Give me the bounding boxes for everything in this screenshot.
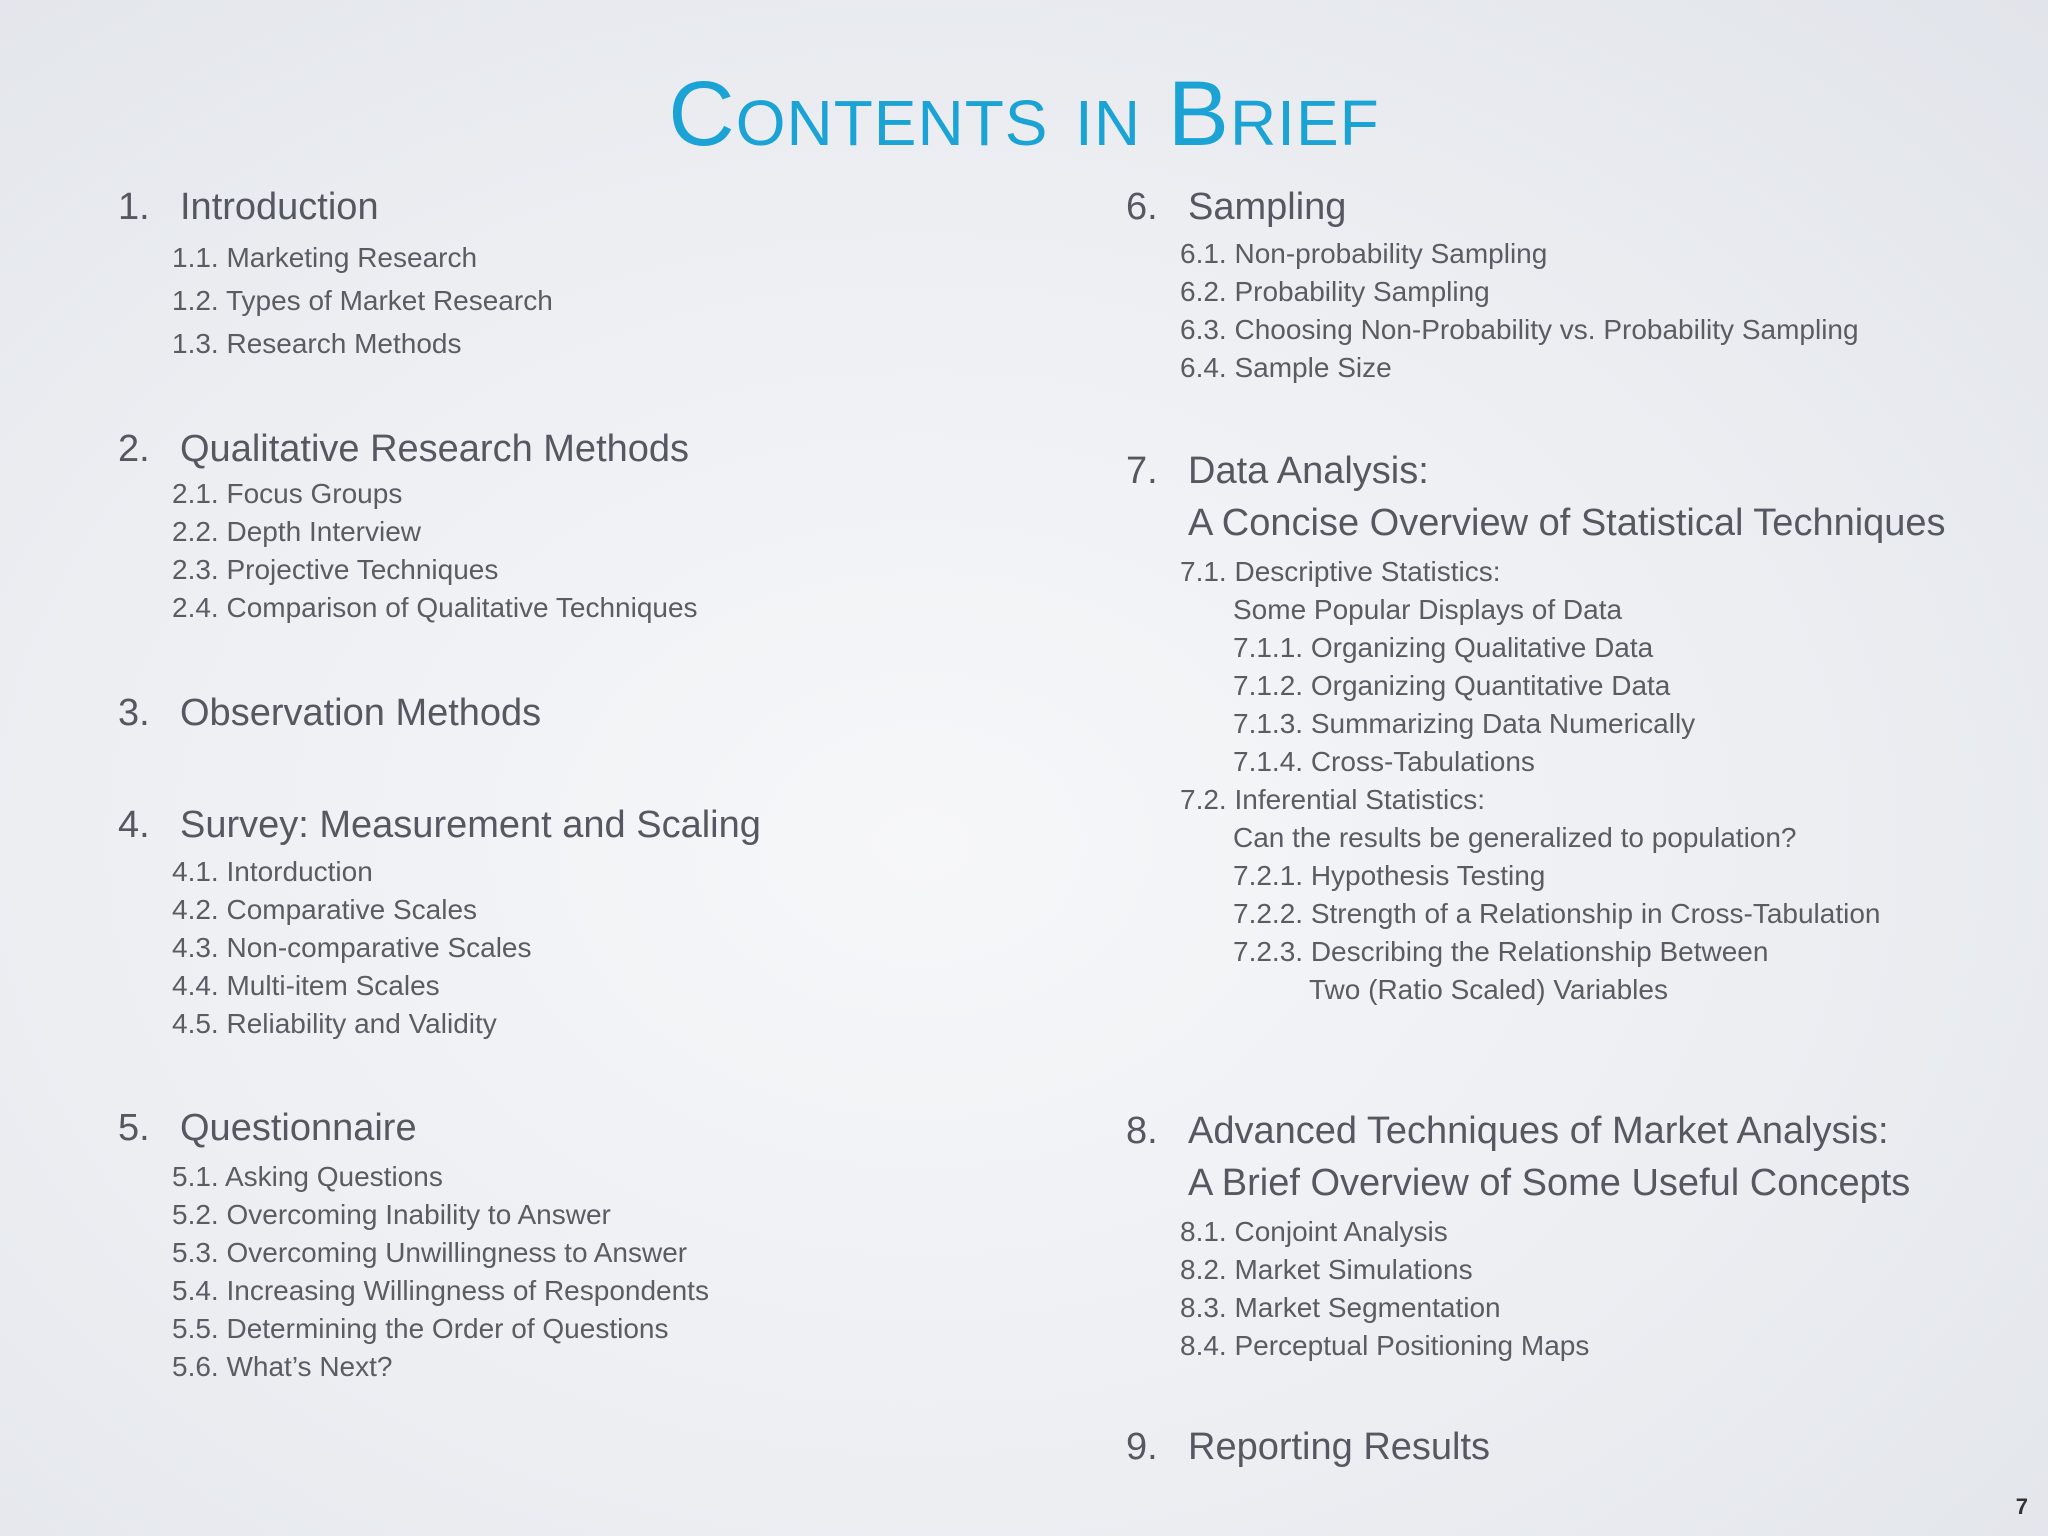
- toc-item: 7.1.2. Organizing Quantitative Data: [1233, 670, 1671, 701]
- toc-item: 8.2. Market Simulations: [1180, 1254, 1473, 1285]
- toc-item: 4.5. Reliability and Validity: [172, 1008, 497, 1039]
- section-title: Survey: Measurement and Scaling: [180, 804, 761, 846]
- toc-item: Some Popular Displays of Data: [1233, 594, 1623, 625]
- toc-item: 2.4. Comparison of Qualitative Techniques: [172, 592, 698, 623]
- section-number: 8.: [1126, 1110, 1158, 1152]
- toc-item: 8.4. Perceptual Positioning Maps: [1180, 1330, 1590, 1361]
- toc-item: 7.1.3. Summarizing Data Numerically: [1233, 708, 1696, 739]
- section-title: Sampling: [1188, 186, 1347, 228]
- left-column: [118, 0, 1018, 1536]
- toc-item: 4.2. Comparative Scales: [172, 894, 478, 925]
- toc-item: 7.1.1. Organizing Qualitative Data: [1233, 632, 1654, 663]
- toc-item: 8.1. Conjoint Analysis: [1180, 1216, 1448, 1247]
- section-number: 3.: [118, 692, 150, 734]
- title-text: Contents in Brief: [668, 63, 1380, 165]
- section-number: 9.: [1126, 1426, 1158, 1468]
- right-column: [1126, 0, 2026, 1536]
- toc-item: 4.1. Intorduction: [172, 856, 373, 887]
- toc-item: 7.2.1. Hypothesis Testing: [1233, 860, 1546, 891]
- toc-item: 7.2.2. Strength of a Relationship in Cross-Tabulation: [1233, 898, 1881, 929]
- toc-item: 5.2. Overcoming Inability to Answer: [172, 1199, 611, 1230]
- toc-item: 7.1. Descriptive Statistics:: [1180, 556, 1501, 587]
- section-number: 4.: [118, 804, 150, 846]
- section-number: 6.: [1126, 186, 1158, 228]
- section-subtitle: A Concise Overview of Statistical Techniques: [1188, 502, 1946, 544]
- toc-item: 4.4. Multi-item Scales: [172, 970, 440, 1001]
- toc-item: 4.3. Non-comparative Scales: [172, 932, 532, 963]
- toc-item: 5.3. Overcoming Unwillingness to Answer: [172, 1237, 688, 1268]
- toc-item: 2.2. Depth Interview: [172, 516, 422, 547]
- section-title: Introduction: [180, 186, 379, 228]
- section-number: 7.: [1126, 450, 1158, 492]
- section-title: Data Analysis:: [1188, 450, 1429, 492]
- toc-item: 5.1. Asking Questions: [172, 1161, 443, 1192]
- toc-item: 5.6. What’s Next?: [172, 1351, 393, 1382]
- toc-item: 6.2. Probability Sampling: [1180, 276, 1490, 307]
- toc-item: 6.3. Choosing Non-Probability vs. Probability Sampling: [1180, 314, 1859, 345]
- toc-item: 5.5. Determining the Order of Questions: [172, 1313, 669, 1344]
- section-title: Observation Methods: [180, 692, 542, 734]
- toc-item: 7.2. Inferential Statistics:: [1180, 784, 1486, 815]
- toc-item: 7.1.4. Cross-Tabulations: [1233, 746, 1535, 777]
- toc-item: 2.1. Focus Groups: [172, 478, 403, 509]
- toc-item: 8.3. Market Segmentation: [1180, 1292, 1501, 1323]
- toc-item: Can the results be generalized to population?: [1233, 822, 1797, 853]
- section-title: Qualitative Research Methods: [180, 428, 690, 470]
- section-number: 2.: [118, 428, 150, 470]
- toc-item: 1.2. Types of Market Research: [172, 285, 553, 316]
- toc-item: 1.3. Research Methods: [172, 328, 462, 359]
- toc-item: 6.4. Sample Size: [1180, 352, 1392, 383]
- section-title: Reporting Results: [1188, 1426, 1491, 1468]
- section-number: 1.: [118, 186, 150, 228]
- page-number: 7: [2015, 1494, 2028, 1519]
- toc-item: 1.1. Marketing Research: [172, 242, 478, 273]
- toc-item: Two (Ratio Scaled) Variables: [1309, 974, 1668, 1005]
- section-number: 5.: [118, 1107, 150, 1149]
- section-title: Questionnaire: [180, 1107, 417, 1149]
- section-title: Advanced Techniques of Market Analysis:: [1188, 1110, 1889, 1152]
- section-subtitle: A Brief Overview of Some Useful Concepts: [1188, 1162, 1911, 1204]
- toc-item: 2.3. Projective Techniques: [172, 554, 499, 585]
- toc-item: 5.4. Increasing Willingness of Respondents: [172, 1275, 709, 1306]
- toc-item: 7.2.3. Describing the Relationship Between: [1233, 936, 1769, 967]
- toc-item: 6.1. Non-probability Sampling: [1180, 238, 1548, 269]
